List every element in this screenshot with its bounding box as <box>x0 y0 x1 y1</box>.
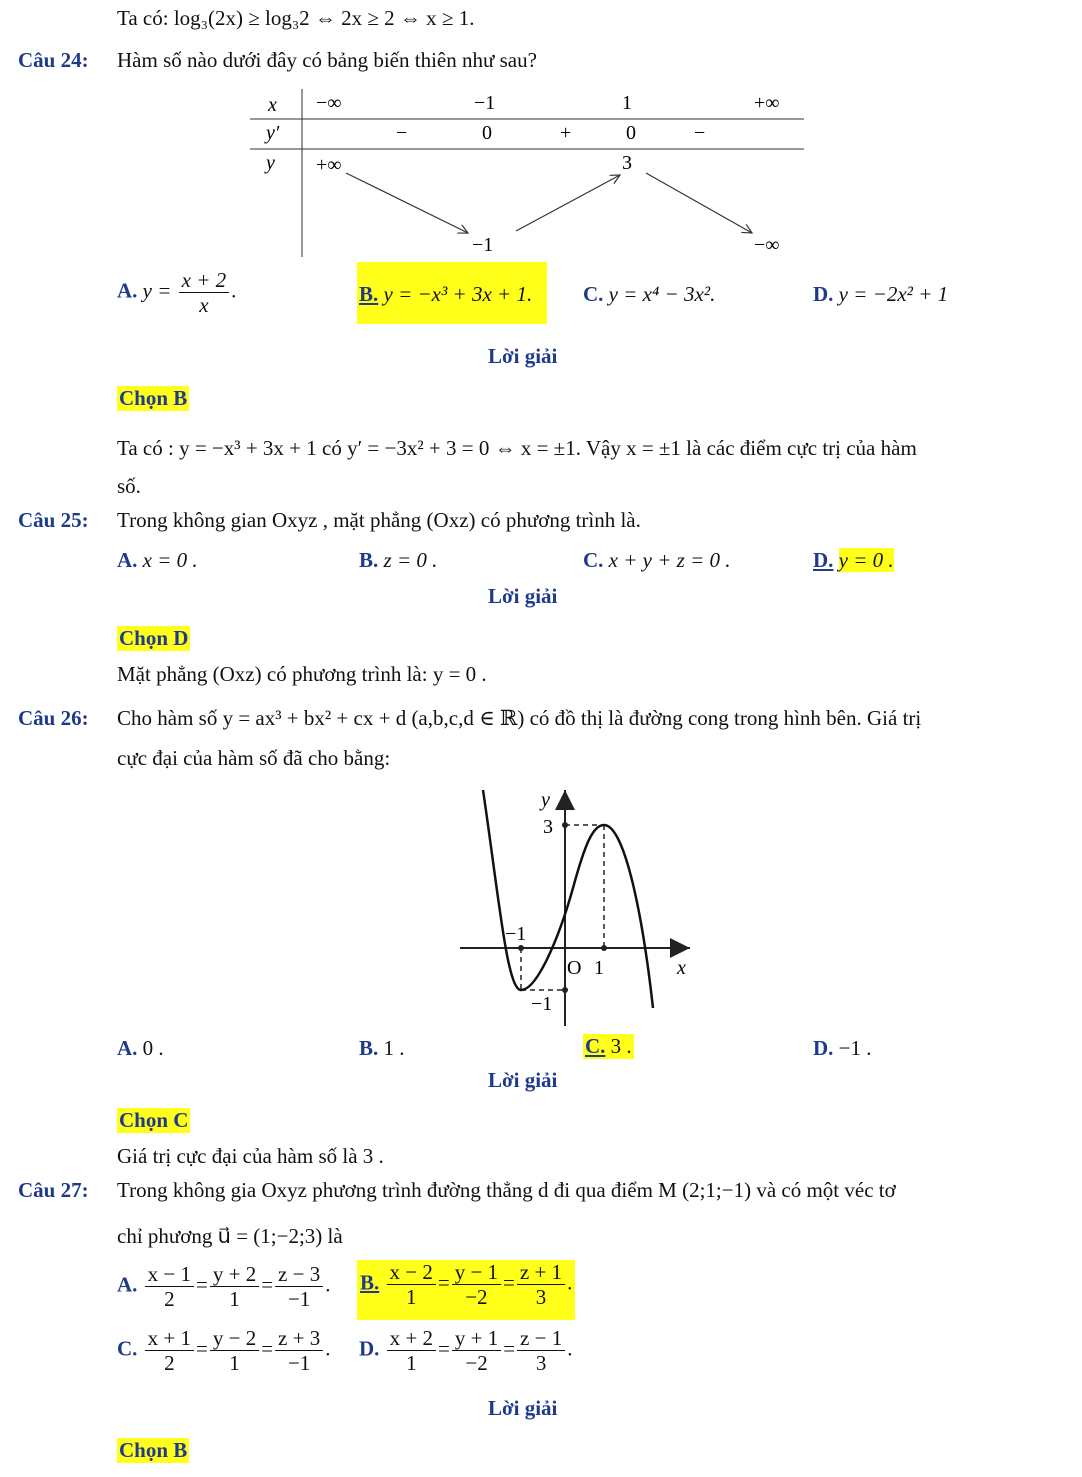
q27-text-2: chỉ phương u⃗ = (1;−2;3) là <box>117 1224 343 1248</box>
q25-option-c: C. x + y + z = 0 . <box>583 548 731 572</box>
q24-option-d: D. y = −2x² + 1 <box>813 282 949 306</box>
q24-option-c: C. y = x⁴ − 3x². <box>583 282 716 306</box>
q26-text-1: Cho hàm số y = ax³ + bx² + cx + d (a,b,c,d ∈ ℝ) có đồ thị là đường cong trong hình bên. Giá trị <box>117 706 922 730</box>
arrow-down <box>646 173 752 233</box>
q27-label: Câu 27: <box>18 1178 89 1202</box>
q24-text: Hàm số nào dưới đây có bảng biến thiên như sau? <box>117 48 537 72</box>
q26-text-2: cực đại của hàm số đã cho bằng: <box>117 746 391 770</box>
q25-text: Trong không gian Oxyz , mặt phẳng (Oxz) có phương trình là. <box>117 508 641 532</box>
q25-option-a: A. x = 0 . <box>117 548 198 572</box>
q25-solution-title: Lời giải <box>488 584 558 608</box>
q24-label: Câu 24: <box>18 48 89 72</box>
graph-origin: O <box>567 957 582 979</box>
q26-option-d: D. −1 . <box>813 1036 872 1060</box>
table-x-val: +∞ <box>754 92 780 114</box>
table-yp-val: − <box>396 122 408 144</box>
q27-option-d: D. $\frac{x + 2}{1}$ = $\frac{y + 1}{-2}$ = $\frac{z - 1}{3}$ . <box>359 1326 573 1375</box>
q24-option-a: A. y = $\frac{x + 2}{x}$ . <box>117 268 237 317</box>
q27-choose: Chọn B <box>119 1438 188 1462</box>
table-x-val: −1 <box>474 92 496 114</box>
table-x-val: 1 <box>622 92 632 114</box>
q27-solution-title: Lời giải <box>488 1396 558 1420</box>
q26-choose: Chọn C <box>119 1108 189 1132</box>
q27-option-b: B. $\frac{x - 2}{1}$ = $\frac{y - 1}{-2}$ = $\frac{z + 1}{3}$ . <box>357 1260 575 1320</box>
q24-explain-2: số. <box>117 474 141 498</box>
q26-solution-title: Lời giải <box>488 1068 558 1092</box>
graph-label-3: 3 <box>543 816 553 838</box>
q24-option-b: B. y = −x³ + 3x + 1. <box>359 282 533 306</box>
table-yp-val: 0 <box>626 122 636 144</box>
q25-option-b: B. z = 0 . <box>359 548 438 572</box>
intro-line: Ta có: log₃(2x) ≥ log₃2 ⇔ 2x ≥ 2 ⇔ x ≥ 1. <box>117 6 475 30</box>
q27-option-c: C. $\frac{x + 1}{2}$ = $\frac{y - 2}{1}$ = $\frac{z + 3}{-1}$ . <box>117 1326 331 1375</box>
graph-label-m1-bottom: −1 <box>531 993 553 1015</box>
q25-label: Câu 25: <box>18 508 89 532</box>
table-x-val: −∞ <box>316 92 342 114</box>
table-yp-val: − <box>694 122 706 144</box>
q26-option-a: A. 0 . <box>117 1036 164 1060</box>
q27-option-a: A. $\frac{x - 1}{2}$ = $\frac{y + 2}{1}$ = $\frac{z - 3}{-1}$ . <box>117 1262 331 1311</box>
table-y-val: 3 <box>622 152 632 174</box>
q24-choose: Chọn B <box>119 386 188 410</box>
table-yp-val: 0 <box>482 122 492 144</box>
q26-explain: Giá trị cực đại của hàm số là 3 . <box>117 1144 384 1168</box>
q25-choose: Chọn D <box>119 626 189 650</box>
table-row-y: y <box>266 152 275 174</box>
q25-option-d: D. y = 0 . <box>813 548 894 572</box>
table-row-x: x <box>268 94 277 116</box>
q26-label: Câu 26: <box>18 706 89 730</box>
cubic-graph <box>455 778 700 1028</box>
variation-table <box>246 85 808 260</box>
graph-y-label: y <box>541 789 550 811</box>
q24-solution-title: Lời giải <box>488 344 558 368</box>
q26-option-c: C. 3 . <box>585 1034 632 1058</box>
table-y-val: +∞ <box>316 154 342 176</box>
table-row-yprime: y′ <box>266 122 280 144</box>
table-y-val: −1 <box>472 234 494 256</box>
graph-tick-1: 1 <box>594 957 604 979</box>
arrow-down <box>346 173 468 233</box>
table-yp-val: + <box>560 122 572 144</box>
q27-text-1: Trong không gia Oxyz phương trình đường thẳng d đi qua điểm M (2;1;−1) và có một véc tơ <box>117 1178 896 1202</box>
arrow-up <box>516 175 620 231</box>
graph-x-label: x <box>677 957 686 979</box>
graph-label-m1-left: −1 <box>505 923 527 945</box>
q26-option-b: B. 1 . <box>359 1036 405 1060</box>
q24-explain-1: Ta có : y = −x³ + 3x + 1 có y′ = −3x² + 3 = 0 ⇔ x = ±1. Vậy x = ±1 là các điểm cực trị của hàm <box>117 436 917 460</box>
q25-explain: Mặt phẳng (Oxz) có phương trình là: y = 0 . <box>117 662 487 686</box>
table-y-val: −∞ <box>754 234 780 256</box>
